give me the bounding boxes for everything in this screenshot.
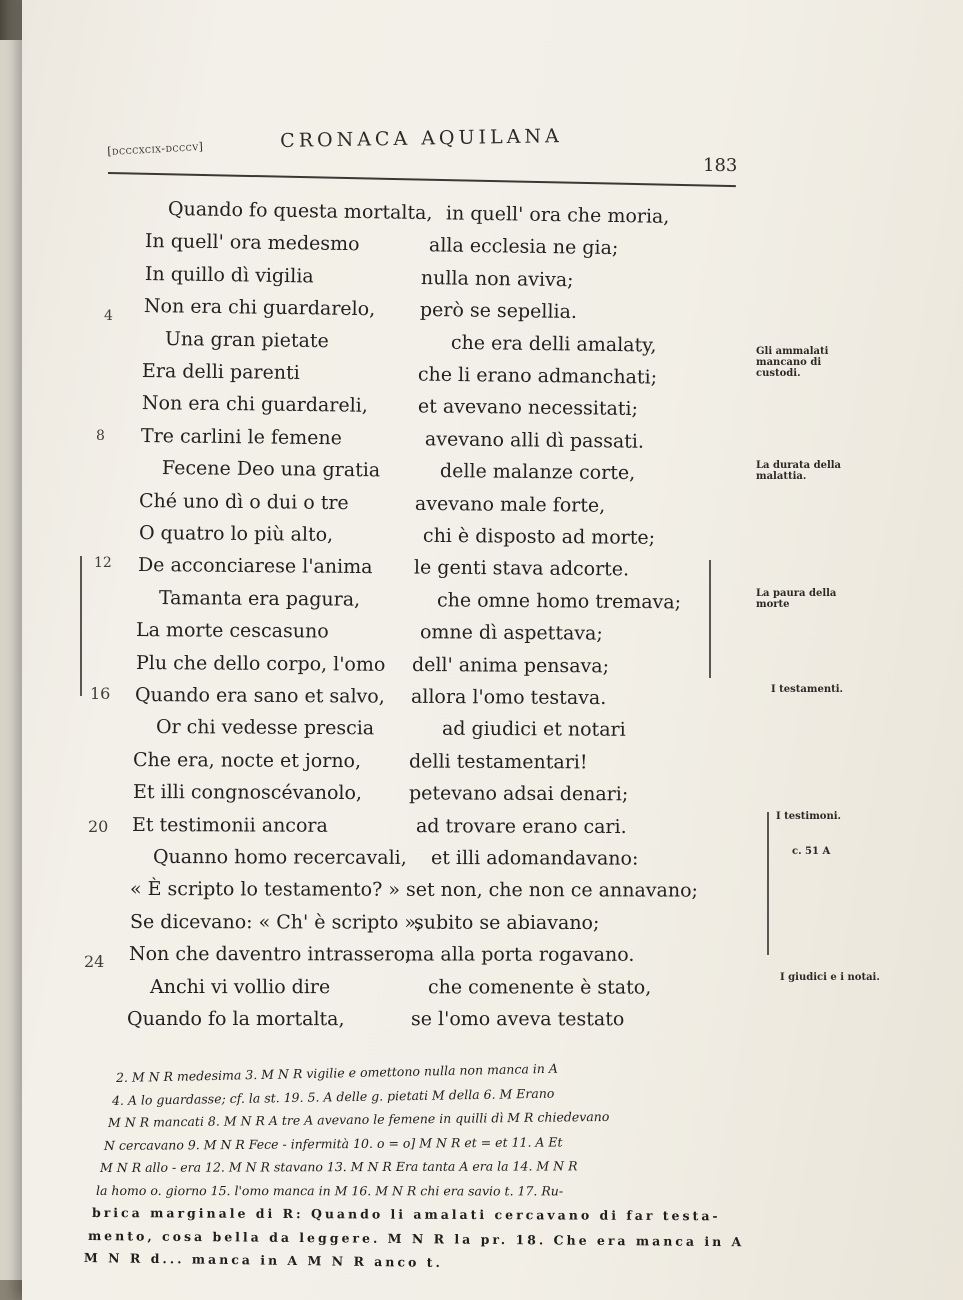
verse-first-hemistich: Era delli parenti [142,360,301,384]
verse-first-hemistich: Tre carlini le femene [140,424,342,450]
verse-first-hemistich: O quatro lo più alto, [138,522,333,546]
verse-line [138,522,655,549]
verse-first-hemistich: Quando era sano et salvo, [134,684,385,708]
margin-note: Gli ammalati mancano di custodi. [756,346,829,379]
verse-second-hemistich: in quell' ora che moria, [445,202,670,228]
verse-second-hemistich: che era delli amalaty, [450,331,657,357]
margin-note: La durata della malattia. [756,460,842,482]
verse-second-hemistich: nulla non aviva; [420,266,574,292]
verse-first-hemistich: De acconciarese l'anima [137,554,373,579]
verse-line [133,748,588,774]
verse-first-hemistich: In quillo dì vigilia [144,262,314,288]
verse-first-hemistich: Anchi vi vollio dire [149,975,331,998]
verse-second-hemistich: ad giudici et notari [441,718,626,742]
line-number: 20 [88,817,109,836]
footnote-line: la homo o. giorno 15. l'omo manca in M 16. M N R chi era savio t. 17. Ru- [95,1182,564,1198]
verse-line [128,943,635,967]
footnote-line: M N R d... manca in A M N R anco t. [83,1250,443,1271]
verse-line [145,230,619,260]
verse-second-hemistich: alla ecclesia ne gia; [429,234,619,260]
verse-second-hemistich: delle malanze corte, [439,460,636,485]
verse-line [129,910,599,934]
verse-line [149,975,652,999]
line-number: 24 [84,952,105,971]
line-number: 12 [94,555,112,571]
verse-line [152,846,639,870]
verse-first-hemistich: Plu che dello corpo, l'omo [135,651,385,676]
verse-first-hemistich: Et illi congnoscévanolo, [132,781,362,805]
verse-second-hemistich: set non, che non ce annavano; [406,879,699,903]
right-margin-bar [709,560,711,678]
left-margin-bar [80,556,82,696]
verse-line [130,878,699,903]
header-section-range: [dcccxcix-dcccv] [107,139,204,158]
verse-second-hemistich: petevano adsai denari; [408,782,628,806]
verse-line [132,781,628,806]
verse-second-hemistich: che omne homo tremava; [436,589,682,614]
verse-line [158,586,682,614]
verse-second-hemistich: avevano alli dì passati. [424,428,644,453]
verse-first-hemistich: Ché uno dì o dui o tre [139,489,350,514]
verse-first-hemistich: Tamanta era pagura, [158,586,361,611]
verse-line [143,295,577,324]
verse-line [142,360,658,389]
verse-first-hemistich: In quell' ora medesmo [145,230,361,256]
verse-second-hemistich: subito se abiavano; [413,911,599,934]
verse-first-hemistich: Quanno homo recercavali, [152,846,407,869]
verse-second-hemistich: allora l'omo testava. [410,685,607,710]
verse-second-hemistich: delli testamentari! [409,750,588,774]
facing-page-edge [0,40,24,1280]
page-number: 183 [703,155,738,176]
verse-second-hemistich: ma alla porta rogavano. [404,943,635,967]
footnote-line: M N R mancati 8. M N R A tre A avevano le femene in quilli dì M R chiedevano [107,1108,610,1130]
verse-line [140,424,644,453]
verse-second-hemistich: però se sepellia. [419,299,577,324]
margin-note: c. 51 A [792,846,831,857]
verse-second-hemistich: omne dì aspettava; [420,621,604,645]
verse-first-hemistich: Quando fo questa mortalta, [167,198,433,225]
footnote-line: N cercavano 9. M N R Fece - infermità 10. o = o] M N R et = et 11. A Et [103,1133,563,1153]
verse-second-hemistich: se l'omo aveva testato [411,1008,625,1031]
footnote-line: 2. M N R medesima 3. M N R vigilie e omettono nulla non manca in A [115,1060,558,1085]
verse-second-hemistich: et illi adomandavano: [430,846,639,870]
verse-line [139,489,606,517]
verse-second-hemistich: chi è disposto ad morte; [422,524,655,549]
verse-first-hemistich: Fecene Deo una gratia [161,457,381,482]
header-title: CRONACA AQUILANA [280,125,563,152]
verse-first-hemistich: Non era chi guardareli, [141,392,368,418]
verse-line [134,684,607,710]
verse-first-hemistich: Una gran pietate [164,327,329,352]
verse-second-hemistich: dell' anima pensava; [411,653,609,677]
line-number: 16 [90,684,111,703]
verse-first-hemistich: « È scripto lo testamento? » [130,878,401,902]
margin-note: La paura della morte [756,588,837,610]
footnote-line: brica marginale di R: Quando li amalati cercavano di far testa- [91,1205,721,1224]
verse-second-hemistich: le genti stava adcorte. [413,556,629,581]
margin-note: I testamenti. [771,684,843,695]
verse-first-hemistich: Che era, nocte et jorno, [133,748,362,773]
verse-line [164,327,657,357]
verse-second-hemistich: ad trovare erano cari. [415,814,627,838]
verse-first-hemistich: La morte cescasuno [136,619,330,643]
verse-second-hemistich: che li erano admanchati; [418,363,658,389]
line-number: 4 [104,308,113,324]
footnote-line: 4. A lo guardasse; cf. la st. 19. 5. A delle g. pietati M della 6. M Erano [111,1085,555,1108]
verse-line [141,392,638,421]
footnote-line: mento, cosa bella da leggere. M N R la pr. 18. Che era manca in A [87,1227,745,1249]
verse-line [161,457,636,485]
verse-line [155,716,626,742]
verse-second-hemistich: che comenente è stato, [427,975,652,999]
verse-line [167,198,670,228]
verse-first-hemistich: Et testimonii ancora [131,813,328,837]
verse-first-hemistich: Or chi vedesse prescia [155,716,375,740]
right-margin-bar [767,812,769,955]
verse-first-hemistich: Quando fo la mortalta, [127,1008,345,1031]
verse-line [136,619,604,645]
verse-first-hemistich: Se dicevano: « Ch' è scripto », [129,910,422,934]
verse-line [144,262,574,292]
line-number: 8 [96,428,105,444]
margin-note: I giudici e i notai. [780,972,880,983]
verse-line [137,554,629,581]
verse-line [131,813,627,838]
verse-line [135,651,609,677]
verse-line [127,1008,625,1031]
verse-first-hemistich: Non era chi guardarelo, [143,295,376,321]
verse-second-hemistich: et avevano necessitati; [417,395,638,421]
footnote-line: M N R allo - era 12. M N R stavano 13. M N R Era tanta A era la 14. M N R [99,1158,578,1175]
verse-second-hemistich: avevano male forte, [415,492,606,517]
margin-note: I testimoni. [776,811,841,822]
verse-first-hemistich: Non che daventro intrassero, [128,943,411,966]
